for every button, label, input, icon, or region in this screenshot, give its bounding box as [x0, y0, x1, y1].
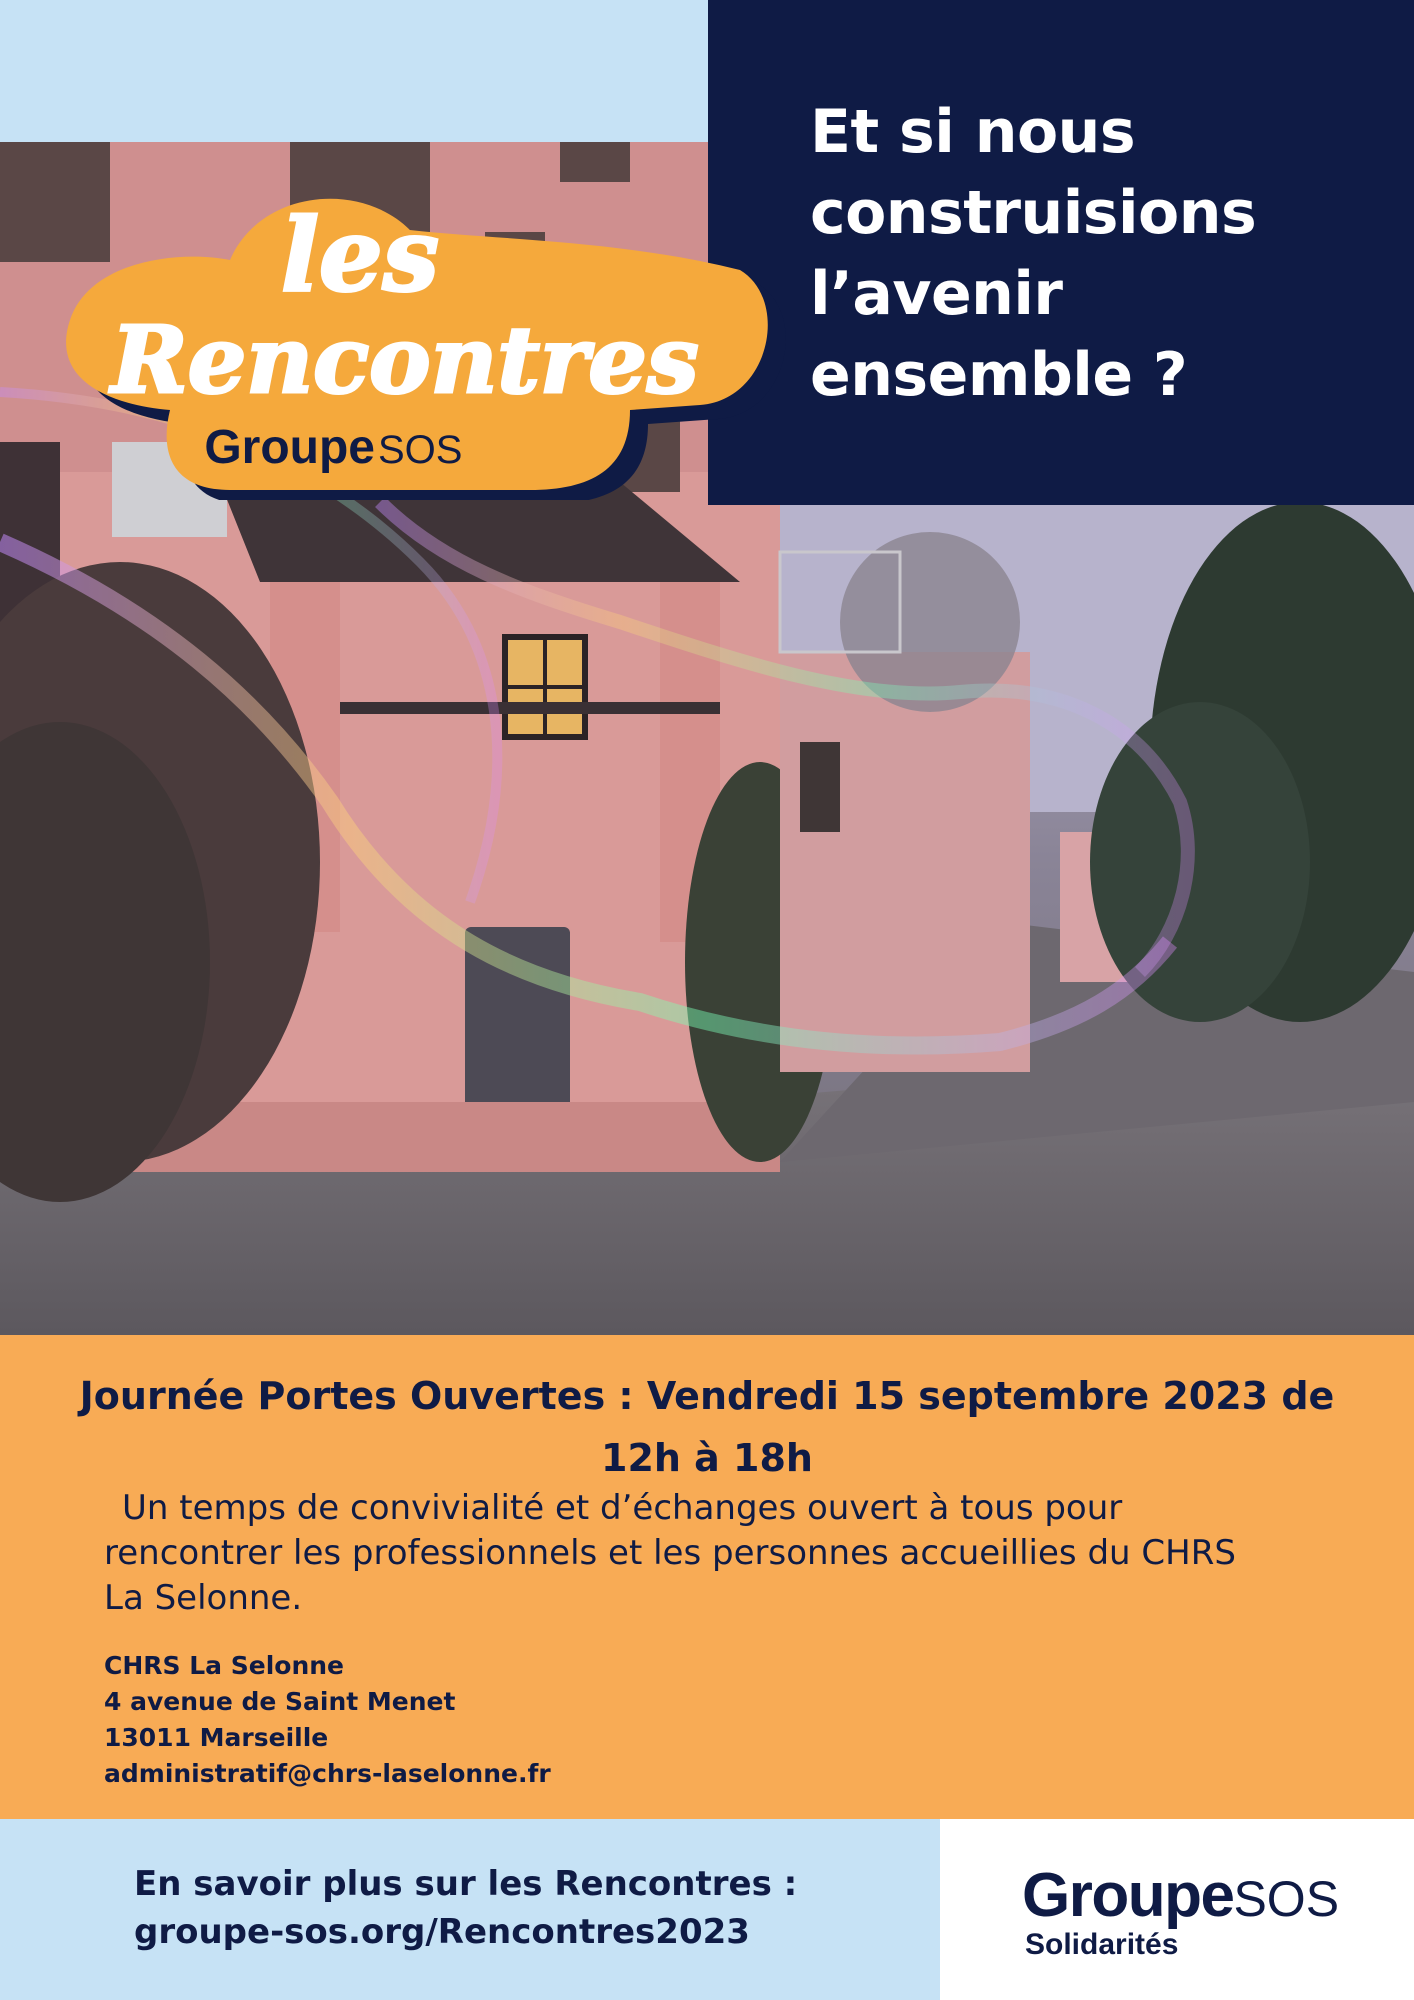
- headline-line: construisions: [810, 178, 1257, 248]
- headline-line: ensemble ?: [810, 340, 1188, 410]
- footer-logo-suffix: SOS: [1233, 1871, 1340, 1927]
- event-title-line1: Journée Portes Ouvertes : Vendredi 15 septembre 2023 de: [79, 1374, 1335, 1418]
- address-street: 4 avenue de Saint Menet: [104, 1687, 456, 1716]
- headline-line: l’avenir: [810, 259, 1063, 329]
- address-name: CHRS La Selonne: [104, 1651, 344, 1680]
- event-description-line: rencontrer les professionnels et les personnes accueillies du CHRS: [104, 1533, 1236, 1573]
- footer-more-info-label: En savoir plus sur les Rencontres :: [134, 1864, 798, 1904]
- logo-les: les: [281, 196, 439, 314]
- logo-brand-main: Groupe: [204, 421, 375, 474]
- logo-brand-suffix: SOS: [378, 428, 463, 472]
- address-email[interactable]: administratif@chrs-laselonne.fr: [104, 1759, 551, 1788]
- event-description: [104, 1486, 1344, 1621]
- logo-rencontres: Rencontres: [111, 306, 699, 414]
- address-block: [104, 1648, 551, 1792]
- groupe-sos-solidarites-logo: [1022, 1860, 1382, 1970]
- footer-logo-brand: [1022, 1860, 1339, 1931]
- headline-line: Et si nous: [810, 97, 1136, 167]
- event-description-line: La Selonne.: [104, 1578, 303, 1618]
- footer-more-info: [134, 1860, 797, 1956]
- les-rencontres-logo: [30, 170, 790, 500]
- top-left-background: [0, 0, 708, 142]
- footer-logo-sub: Solidarités: [1025, 1928, 1179, 1961]
- event-title: [60, 1365, 1354, 1489]
- footer-logo-main: Groupe: [1022, 1861, 1234, 1930]
- event-description-line: Un temps de convivialité et d’échanges ouvert à tous pour: [122, 1488, 1123, 1528]
- event-title-line2: 12h à 18h: [601, 1436, 813, 1480]
- footer-url-link[interactable]: groupe-sos.org/Rencontres2023: [134, 1912, 750, 1952]
- address-city: 13011 Marseille: [104, 1723, 329, 1752]
- headline: [810, 92, 1370, 416]
